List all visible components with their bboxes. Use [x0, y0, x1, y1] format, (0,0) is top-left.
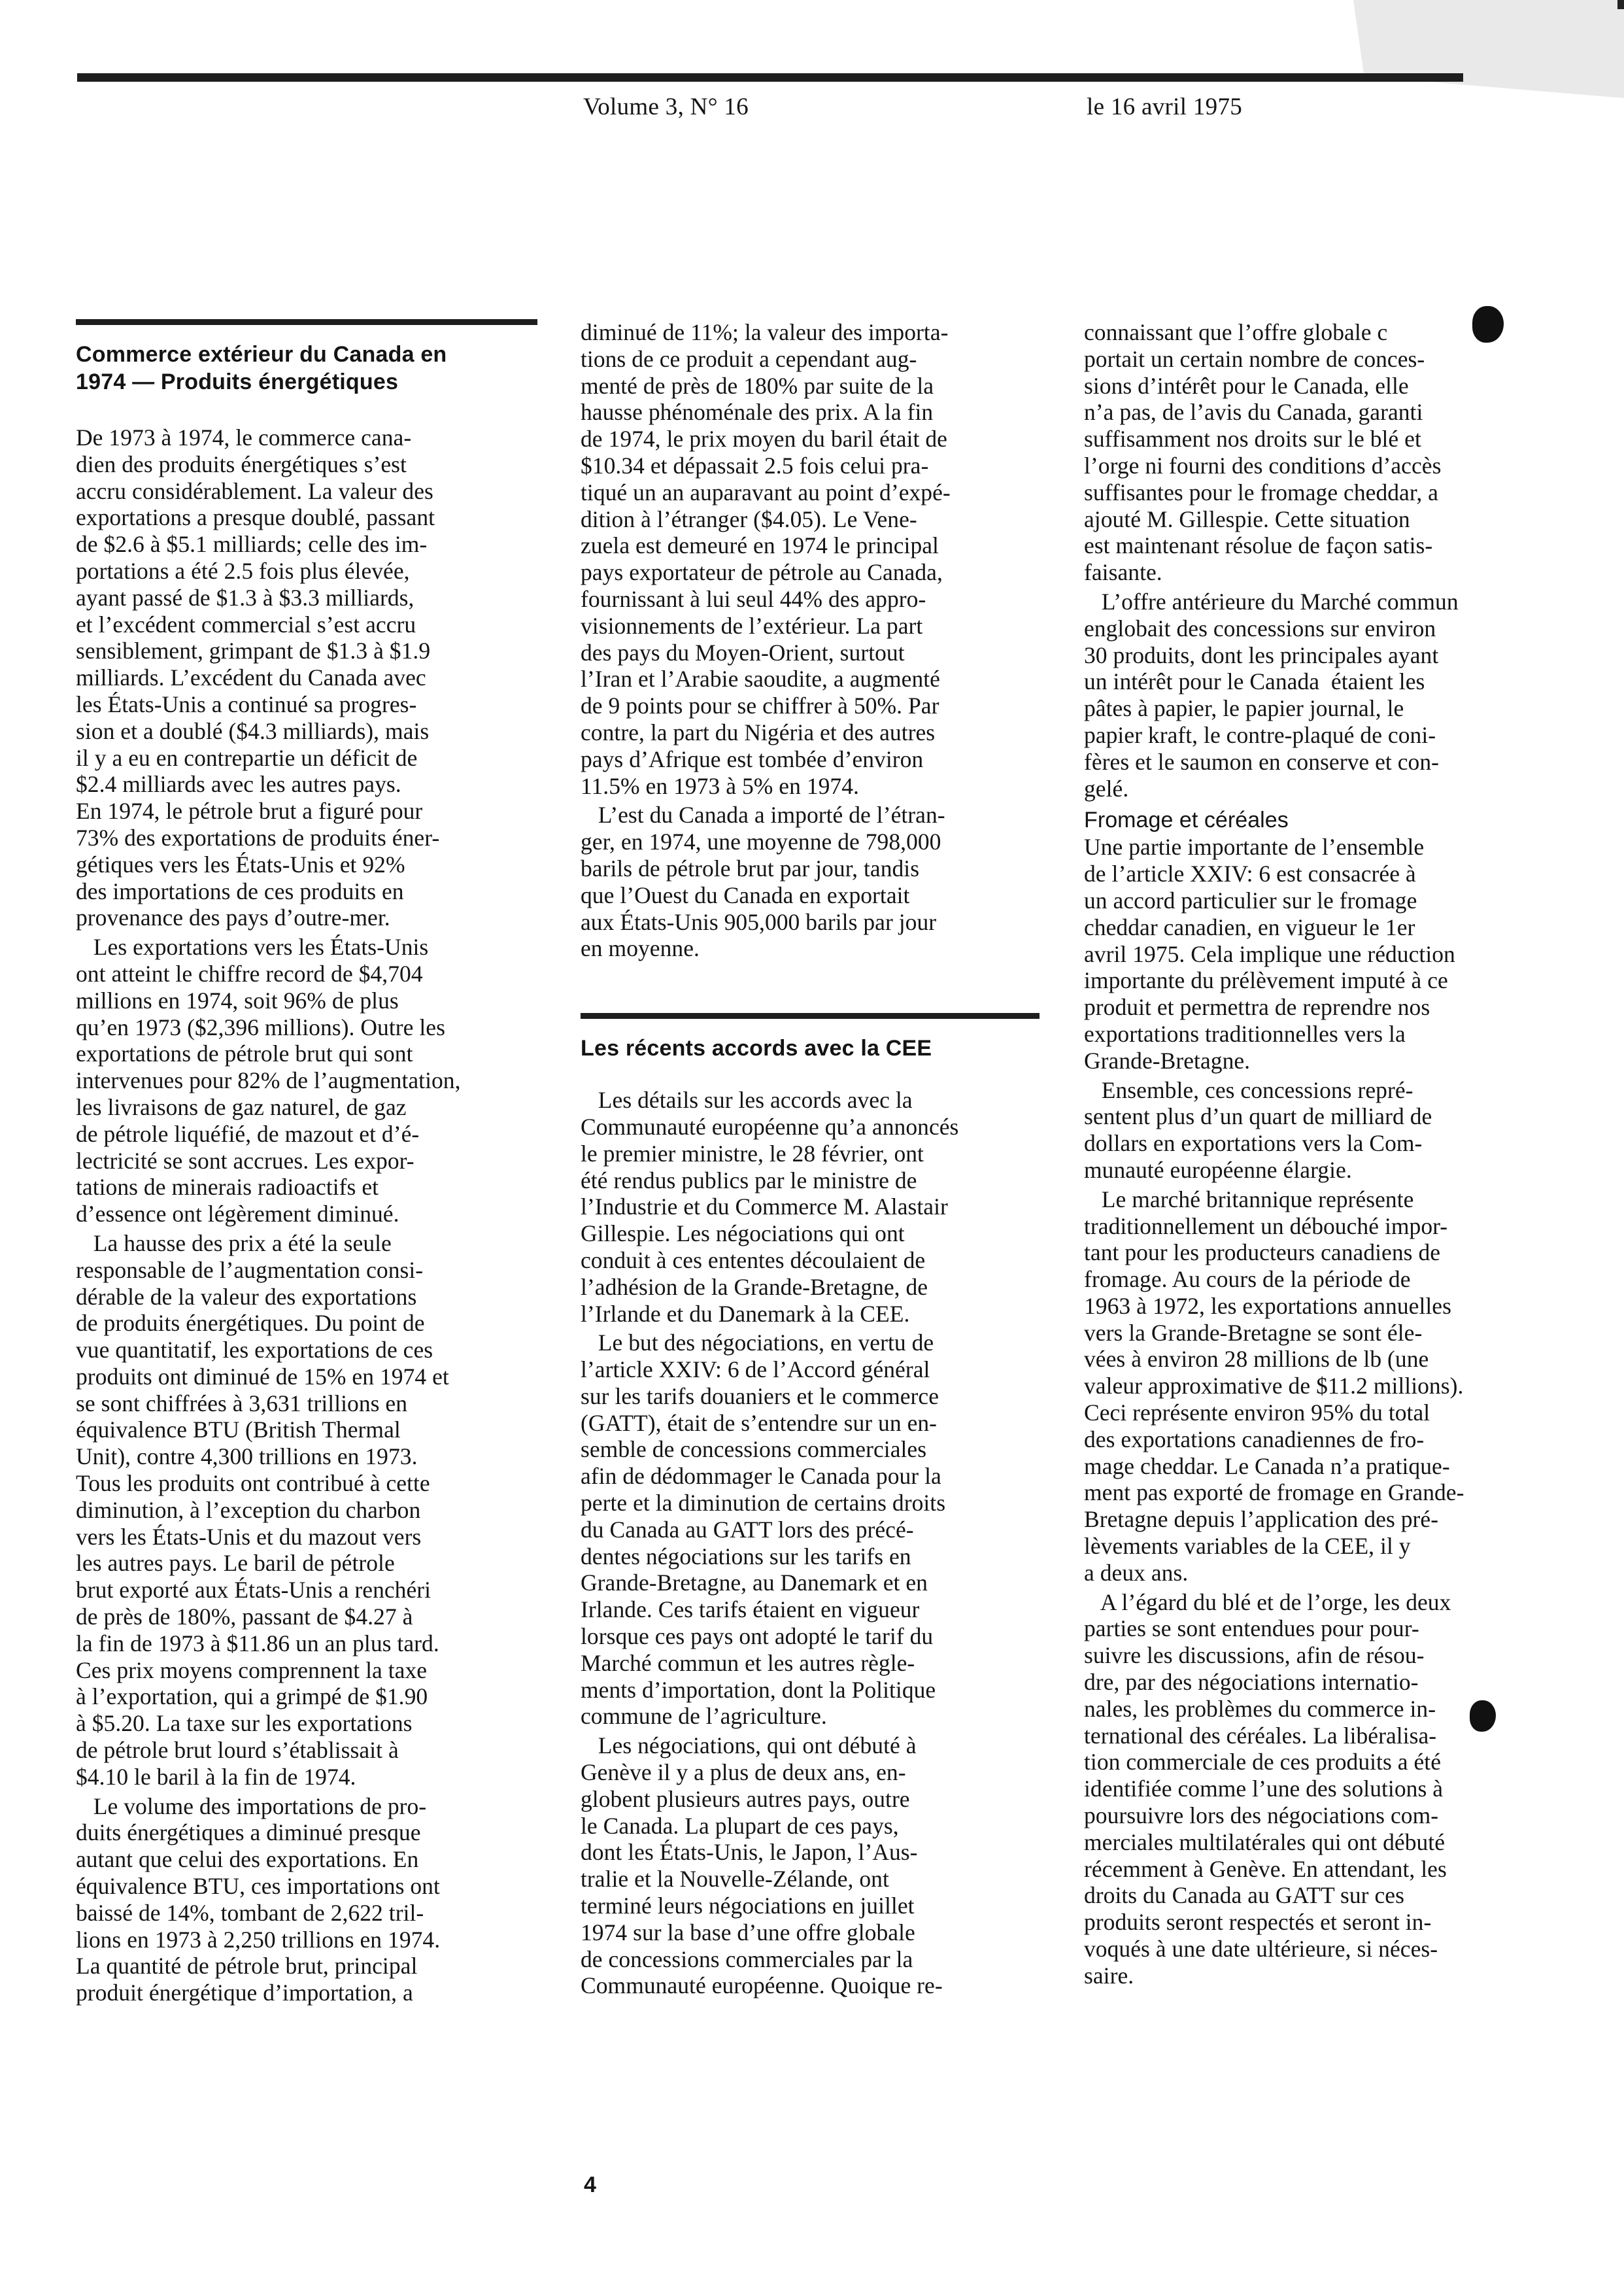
- text-line: de $2.6 à $5.1 milliards; celle des im-: [76, 531, 428, 558]
- text-line: Une partie importante de l’ensemble: [1084, 834, 1425, 861]
- text-line: lorsque ces pays ont adopté le tarif du: [581, 1623, 934, 1650]
- text-line: $10.34 et dépassait 2.5 fois celui pra-: [581, 452, 929, 479]
- text-line: englobait des concessions sur environ: [1084, 615, 1436, 642]
- text-line: terminé leurs négociations en juillet: [581, 1893, 915, 1919]
- text-line: produit et permettra de reprendre nos: [1084, 994, 1430, 1021]
- text-line: tations de minerais radioactifs et: [76, 1174, 379, 1201]
- text-line: parties se sont entendues pour pour-: [1084, 1615, 1419, 1642]
- text-line: responsable de l’augmentation consi-: [76, 1256, 424, 1283]
- text-line: équivalence BTU (British Thermal: [76, 1416, 401, 1443]
- text-line: d’essence ont légèrement diminué.: [76, 1201, 399, 1227]
- text-line: tions de ce produit a cependant aug-: [581, 345, 917, 372]
- text-line: l’Industrie et du Commerce M. Alastair: [581, 1193, 948, 1220]
- text-line: il y a eu en contrepartie un déficit de: [76, 744, 418, 771]
- text-line: Communauté européenne qu’a annoncés: [581, 1113, 959, 1140]
- paragraph: [581, 1732, 1042, 1999]
- text-line: se sont chiffrées à 3,631 trillions en: [76, 1390, 408, 1416]
- text-line: ger, en 1974, une moyenne de 798,000: [581, 829, 941, 855]
- text-line: exportations de pétrole brut qui sont: [76, 1040, 413, 1067]
- text-line: Le marché britannique représente: [1084, 1186, 1414, 1212]
- text-line: conduit à ces ententes découlaient de: [581, 1246, 926, 1273]
- text-line: gétiques vers les États-Unis et 92%: [76, 851, 405, 878]
- text-line: suffisantes pour le fromage cheddar, a: [1084, 479, 1438, 506]
- text-line: de 9 points pour se chiffrer à 50%. Par: [581, 693, 939, 719]
- text-line: A l’égard du blé et de l’orge, les deux: [1084, 1588, 1451, 1615]
- text-line: dition à l’étranger ($4.05). Le Vene-: [581, 506, 917, 532]
- text-line: droits du Canada au GATT sur ces: [1084, 1882, 1404, 1909]
- text-line: dollars en exportations vers la Com-: [1084, 1130, 1423, 1157]
- title-line: Commerce extérieur du Canada en: [76, 342, 447, 367]
- text-line: 1974 sur la base d’une offre globale: [581, 1919, 915, 1946]
- text-line: Ensemble, ces concessions repré-: [1084, 1076, 1413, 1103]
- volume-number: Volume 3, N° 16: [583, 94, 749, 120]
- text-line: dre, par des négociations internatio-: [1084, 1669, 1419, 1696]
- text-line: Marché commun et les autres règle-: [581, 1649, 915, 1676]
- paragraph: [1084, 589, 1535, 802]
- text-line: l’orge ni fourni des conditions d’accès: [1084, 452, 1442, 479]
- title-line: 1974 — Produits énergétiques: [76, 369, 399, 394]
- article-rule: [76, 319, 537, 325]
- text-line: la fin de 1973 à $11.86 un an plus tard.: [76, 1630, 439, 1656]
- text-line: les autres pays. Le baril de pétrole: [76, 1550, 395, 1577]
- article-body-continued: [581, 319, 1042, 962]
- text-line: l’Irlande et du Danemark à la CEE.: [581, 1300, 910, 1327]
- text-line: Le volume des importations de pro-: [76, 1792, 427, 1819]
- text-line: dien des produits énergétiques s’est: [76, 451, 407, 477]
- text-line: (GATT), était de s’entendre sur un en-: [581, 1409, 938, 1436]
- text-line: suivre les discussions, afin de résou-: [1084, 1642, 1425, 1669]
- text-line: Genève il y a plus de deux ans, en-: [581, 1759, 906, 1786]
- text-line: vue quantitatif, les exportations de ces: [76, 1337, 433, 1363]
- text-line: n’a pas, de l’avis du Canada, garanti: [1084, 399, 1423, 426]
- text-line: exportations a presque doublé, passant: [76, 504, 435, 531]
- text-line: hausse phénoménale des prix. A la fin: [581, 399, 934, 426]
- text-line: papier kraft, le contre-plaqué de coni-: [1084, 721, 1436, 748]
- text-line: un intérêt pour le Canada étaient les: [1084, 668, 1425, 695]
- text-line: l’adhésion de la Grande-Bretagne, de: [581, 1273, 928, 1300]
- text-line: exportations traditionnelles vers la: [1084, 1020, 1406, 1047]
- text-line: fromage. Au cours de la période de: [1084, 1266, 1411, 1293]
- text-line: lèvements variables de la CEE, il y: [1084, 1533, 1411, 1560]
- text-line: tiqué un an auparavant au point d’expé-: [581, 479, 951, 506]
- text-line: de concessions commerciales par la: [581, 1946, 913, 1972]
- text-line: autant que celui des exportations. En: [76, 1846, 419, 1873]
- text-line: à l’exportation, qui a grimpé de $1.90: [76, 1683, 428, 1710]
- text-line: connaissant que l’offre globale c: [1084, 319, 1388, 345]
- text-line: Bretagne depuis l’application des pré-: [1084, 1506, 1439, 1533]
- text-line: duits énergétiques a diminué presque: [76, 1819, 421, 1846]
- text-line: des pays du Moyen-Orient, surtout: [581, 639, 905, 666]
- text-line: importante du prélèvement imputé à ce: [1084, 967, 1448, 994]
- text-line: L’offre antérieure du Marché commun: [1084, 588, 1459, 615]
- text-line: et l’excédent commercial s’est accru: [76, 611, 416, 638]
- paragraph: [1084, 1186, 1535, 1586]
- text-line: lectricité se sont accrues. Les expor-: [76, 1147, 414, 1174]
- text-line: En 1974, le pétrole brut a figuré pour: [76, 798, 423, 825]
- text-line: diminué de 11%; la valeur des importa-: [581, 319, 949, 345]
- paragraph: [76, 934, 547, 1227]
- text-line: menté de près de 180% par suite de la: [581, 372, 934, 399]
- section-subhead: Fromage et céréales: [1084, 808, 1289, 833]
- text-line: sentent plus d’un quart de milliard de: [1084, 1103, 1432, 1130]
- text-line: gelé.: [1084, 775, 1129, 802]
- text-line: tralie et la Nouvelle-Zélande, ont: [581, 1866, 889, 1893]
- text-line: ont atteint le chiffre record de $4,704: [76, 960, 423, 987]
- text-line: été rendus publics par le ministre de: [581, 1167, 917, 1193]
- text-line: portations a été 2.5 fois plus élevée,: [76, 557, 410, 584]
- text-line: $2.4 milliards avec les autres pays.: [76, 771, 401, 798]
- text-line: diminution, à l’exception du charbon: [76, 1496, 421, 1523]
- text-line: en moyenne.: [581, 935, 700, 962]
- text-line: La hausse des prix a été la seule: [76, 1229, 392, 1256]
- text-line: globent plusieurs autres pays, outre: [581, 1785, 910, 1812]
- text-line: Gillespie. Les négociations qui ont: [581, 1220, 905, 1247]
- text-line: Ces prix moyens comprennent la taxe: [76, 1656, 428, 1683]
- text-line: Le but des négociations, en vertu de: [581, 1329, 934, 1356]
- article-body-continued: [1084, 319, 1535, 802]
- article-title-energy-trade: [76, 341, 547, 396]
- paragraph: [581, 1087, 1042, 1327]
- text-line: ayant passé de $1.3 à $3.3 milliards,: [76, 584, 414, 611]
- text-line: l’Iran et l’Arabie saoudite, a augmenté: [581, 666, 940, 693]
- article-title-cee-accords: Les récents accords avec la CEE: [581, 1036, 932, 1061]
- text-line: 1963 à 1972, les exportations annuelles: [1084, 1292, 1451, 1319]
- paragraph: [76, 424, 547, 931]
- paragraph: [1084, 319, 1535, 586]
- text-line: vées à environ 28 millions de lb (une: [1084, 1346, 1429, 1373]
- page-number: 4: [584, 2172, 596, 2197]
- text-line: récemment à Genève. En attendant, les: [1084, 1855, 1447, 1882]
- text-line: poursuivre lors des négociations com-: [1084, 1802, 1439, 1829]
- article-body: [1084, 834, 1535, 1989]
- text-line: visionnements de l’extérieur. La part: [581, 612, 923, 639]
- text-line: Ceci représente environ 95% du total: [1084, 1399, 1430, 1426]
- paragraph: [581, 802, 1042, 962]
- text-line: Les exportations vers les États-Unis: [76, 934, 429, 961]
- text-line: Les détails sur les accords avec la: [581, 1087, 913, 1114]
- text-line: équivalence BTU, ces importations ont: [76, 1873, 440, 1900]
- text-line: merciales multilatérales qui ont débuté: [1084, 1828, 1446, 1855]
- text-line: baissé de 14%, tombant de 2,622 tril-: [76, 1899, 424, 1926]
- text-line: Tous les produits ont contribué à cette: [76, 1470, 430, 1497]
- text-line: Unit), contre 4,300 trillions en 1973.: [76, 1443, 418, 1470]
- text-line: le Canada. La plupart de ces pays,: [581, 1812, 899, 1839]
- column-2: [581, 319, 1042, 1999]
- text-line: de 1974, le prix moyen du baril était de: [581, 426, 947, 453]
- text-line: Irlande. Ces tarifs étaient en vigueur: [581, 1596, 920, 1623]
- issue-date: le 16 avril 1975: [1087, 94, 1243, 120]
- text-line: Grande-Bretagne.: [1084, 1047, 1251, 1074]
- text-line: portait un certain nombre de conces-: [1084, 345, 1425, 372]
- text-line: cheddar canadien, en vigueur le 1er: [1084, 914, 1415, 940]
- text-line: perte et la diminution de certains droits: [581, 1490, 946, 1517]
- text-line: faisante.: [1084, 559, 1162, 586]
- text-line: produits seront respectés et seront in-: [1084, 1909, 1432, 1936]
- column-1: [76, 319, 547, 2006]
- text-line: que l’Ouest du Canada en exportait: [581, 882, 910, 908]
- text-line: pays d’Afrique est tombée d’environ: [581, 746, 924, 772]
- text-line: brut exporté aux États-Unis a renchéri: [76, 1577, 431, 1604]
- text-line: 11.5% en 1973 à 5% en 1974.: [581, 772, 859, 799]
- paragraph: [1084, 1077, 1535, 1184]
- text-line: produit énergétique d’importation, a: [76, 1980, 413, 2006]
- text-line: millions en 1974, soit 96% de plus: [76, 987, 399, 1014]
- text-line: à $5.20. La taxe sur les exportations: [76, 1710, 413, 1737]
- paragraph: [1084, 1589, 1535, 1989]
- text-line: vers la Grande-Bretagne se sont éle-: [1084, 1319, 1423, 1346]
- text-line: aux États-Unis 905,000 barils par jour: [581, 908, 937, 935]
- text-line: des importations de ces produits en: [76, 878, 404, 904]
- scan-edge-mark: [1617, 0, 1624, 9]
- text-line: milliards. L’excédent du Canada avec: [76, 664, 426, 691]
- text-line: Communauté européenne. Quoique re-: [581, 1972, 943, 1999]
- text-line: sion et a doublé ($4.3 milliards), mais: [76, 717, 430, 744]
- text-line: ments d’importation, dont la Politique: [581, 1676, 936, 1703]
- text-line: de produits énergétiques. Du point de: [76, 1310, 425, 1337]
- text-line: de pétrole liquéfié, de mazout et d’é-: [76, 1120, 420, 1147]
- text-line: Grande-Bretagne, au Danemark et en: [581, 1569, 928, 1596]
- paragraph: [1084, 834, 1535, 1074]
- text-line: provenance des pays d’outre-mer.: [76, 904, 390, 931]
- text-line: traditionnellement un débouché impor-: [1084, 1212, 1448, 1239]
- text-line: sensiblement, grimpant de $1.3 à $1.9: [76, 638, 431, 664]
- text-line: tant pour les producteurs canadiens de: [1084, 1239, 1441, 1266]
- text-line: a deux ans.: [1084, 1559, 1189, 1586]
- text-line: intervenues pour 82% de l’augmentation,: [76, 1067, 461, 1094]
- text-line: valeur approximative de $11.2 millions).: [1084, 1373, 1464, 1399]
- text-line: vers les États-Unis et du mazout vers: [76, 1523, 422, 1550]
- text-line: de pétrole brut lourd s’établissait à: [76, 1737, 399, 1764]
- paragraph: [76, 1793, 547, 2006]
- text-line: l’article XXIV: 6 de l’Accord général: [581, 1356, 930, 1383]
- text-line: munauté européenne élargie.: [1084, 1156, 1352, 1183]
- text-line: les livraisons de gaz naturel, de gaz: [76, 1093, 407, 1120]
- text-line: du Canada au GATT lors des précé-: [581, 1516, 914, 1543]
- text-line: ternational des céréales. La libéralisa-: [1084, 1722, 1437, 1749]
- masthead-rule: [77, 73, 1463, 82]
- text-line: afin de dédommager le Canada pour la: [581, 1463, 941, 1490]
- text-line: semble de concessions commerciales: [581, 1436, 927, 1463]
- text-line: zuela est demeuré en 1974 le principal: [581, 532, 939, 559]
- text-line: de près de 180%, passant de $4.27 à: [76, 1604, 413, 1630]
- text-line: ajouté M. Gillespie. Cette situation: [1084, 506, 1410, 532]
- text-line: $4.10 le baril à la fin de 1974.: [76, 1763, 356, 1790]
- text-line: tion commerciale de ces produits a été: [1084, 1749, 1442, 1775]
- text-line: produits ont diminué de 15% en 1974 et: [76, 1363, 449, 1390]
- text-line: sur les tarifs douaniers et le commerce: [581, 1382, 939, 1409]
- text-line: 73% des exportations de produits éner-: [76, 824, 440, 851]
- text-line: sions d’intérêt pour le Canada, elle: [1084, 372, 1409, 399]
- text-line: commune de l’agriculture.: [581, 1703, 827, 1730]
- paragraph: [76, 1230, 547, 1791]
- text-line: contre, la part du Nigéria et des autres: [581, 719, 936, 746]
- text-line: fères et le saumon en conserve et con-: [1084, 748, 1440, 775]
- text-line: des exportations canadiennes de fro-: [1084, 1426, 1425, 1452]
- text-line: nales, les problèmes du commerce in-: [1084, 1695, 1436, 1722]
- article-body: [581, 1087, 1042, 1999]
- page-corner-fold: [1353, 0, 1624, 98]
- text-line: de l’article XXIV: 6 est consacrée à: [1084, 861, 1416, 887]
- text-line: dentes négociations sur les tarifs en: [581, 1543, 911, 1569]
- text-line: dont les États-Unis, le Japon, l’Aus-: [581, 1839, 918, 1866]
- text-line: un accord particulier sur le fromage: [1084, 887, 1417, 914]
- text-line: pâtes à papier, le papier journal, le: [1084, 695, 1404, 722]
- text-line: les États-Unis a continué sa progres-: [76, 691, 417, 717]
- text-line: ment pas exporté de fromage en Grande-: [1084, 1479, 1464, 1506]
- text-line: mage cheddar. Le Canada n’a pratique-: [1084, 1452, 1450, 1479]
- text-line: pays exportateur de pétrole au Canada,: [581, 559, 943, 586]
- article-rule: [581, 1013, 1040, 1019]
- text-line: lions en 1973 à 2,250 trillions en 1974.: [76, 1926, 441, 1953]
- text-line: saire.: [1084, 1962, 1134, 1989]
- column-3: [1084, 319, 1535, 1989]
- text-line: Les négociations, qui ont débuté à: [581, 1732, 917, 1759]
- text-line: De 1973 à 1974, le commerce cana-: [76, 424, 412, 451]
- text-line: L’est du Canada a importé de l’étran-: [581, 802, 945, 829]
- text-line: La quantité de pétrole brut, principal: [76, 1953, 418, 1980]
- text-line: accru considérablement. La valeur des: [76, 477, 433, 504]
- paragraph: [581, 319, 1042, 799]
- paragraph: [581, 1329, 1042, 1730]
- text-line: avril 1975. Cela implique une réduction: [1084, 940, 1455, 967]
- text-line: le premier ministre, le 28 février, ont: [581, 1140, 924, 1167]
- article-body: [76, 424, 547, 2006]
- text-line: barils de pétrole brut par jour, tandis: [581, 855, 920, 882]
- text-line: qu’en 1973 ($2,396 millions). Outre les: [76, 1014, 445, 1040]
- text-line: dérable de la valeur des exportations: [76, 1283, 417, 1310]
- text-line: voqués à une date ultérieure, si néces-: [1084, 1936, 1438, 1963]
- text-line: fournissant à lui seul 44% des appro-: [581, 585, 926, 612]
- text-line: est maintenant résolue de façon satis-: [1084, 532, 1433, 559]
- text-line: 30 produits, dont les principales ayant: [1084, 642, 1439, 668]
- text-line: suffisamment nos droits sur le blé et: [1084, 426, 1421, 453]
- text-line: identifiée comme l’une des solutions à: [1084, 1775, 1444, 1802]
